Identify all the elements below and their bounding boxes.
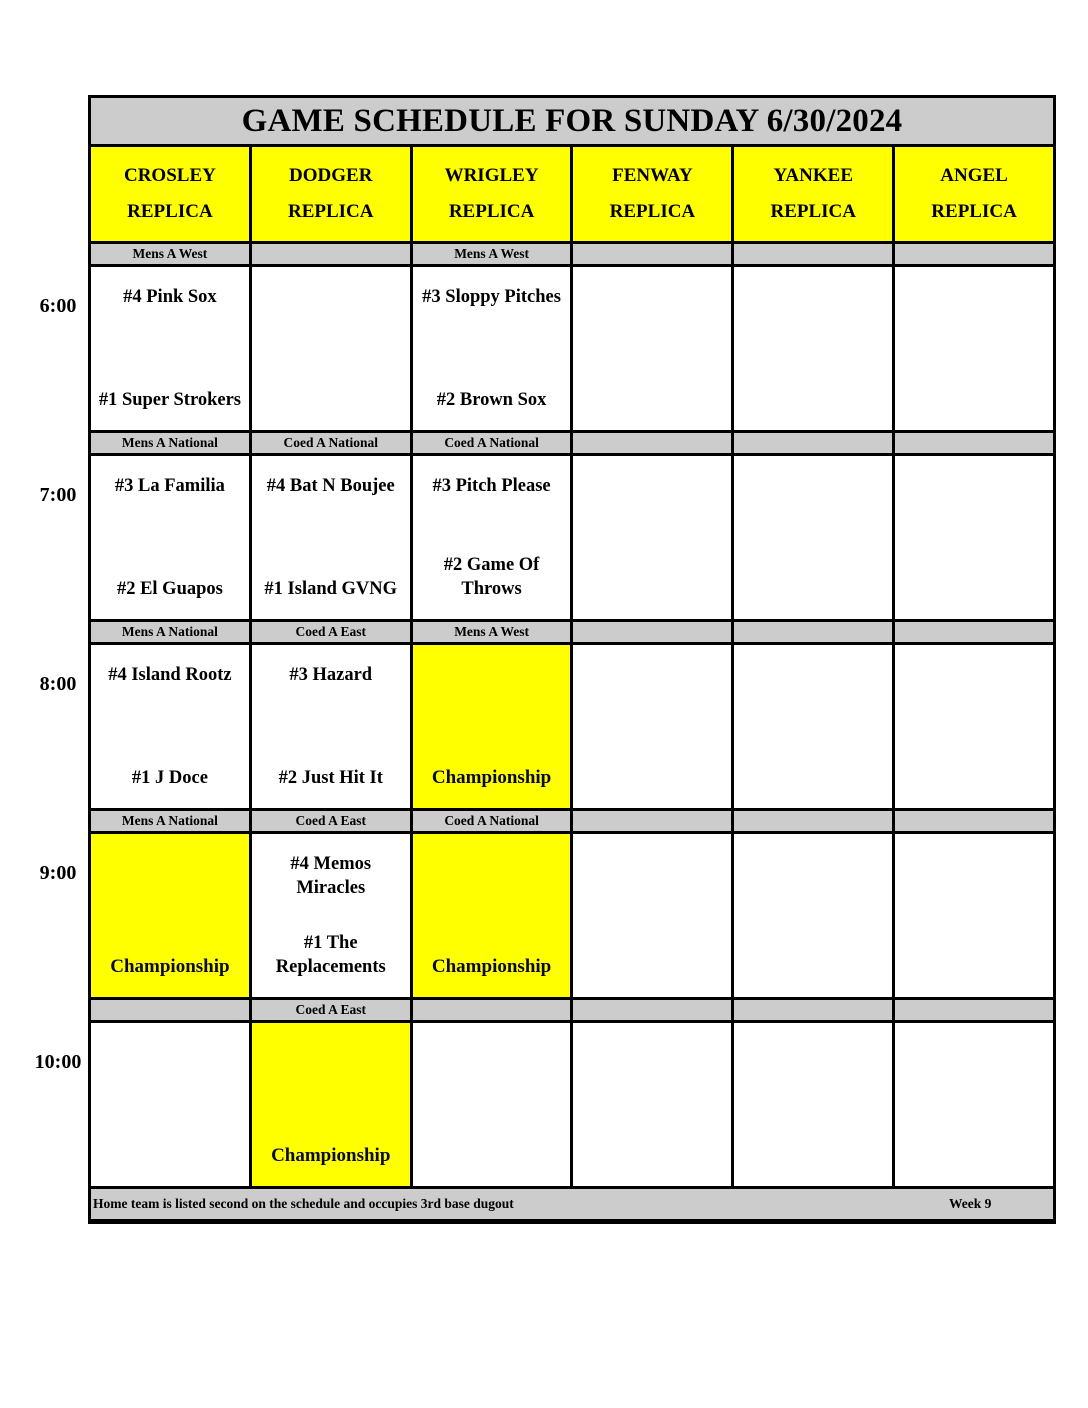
away-team: #4 Bat N Boujee <box>266 476 395 496</box>
field-subtitle: REPLICA <box>287 201 374 222</box>
game-cell <box>413 834 571 997</box>
game-cell <box>252 834 410 997</box>
time-label: 9:00 <box>39 862 77 884</box>
league-label <box>895 433 1053 453</box>
league-label: Mens A National <box>91 622 249 642</box>
game-cell <box>413 267 571 430</box>
schedule-title: GAME SCHEDULE FOR SUNDAY 6/30/2024 <box>91 98 1053 144</box>
championship-label: Championship <box>431 767 552 788</box>
away-team: #3 Pitch Please <box>432 476 551 496</box>
league-label: Coed A East <box>252 622 410 642</box>
league-label <box>91 1000 249 1020</box>
home-team: #1 The Replacements <box>275 933 386 977</box>
game-cell <box>573 1023 731 1186</box>
league-label: Coed A National <box>413 811 571 831</box>
field-header <box>252 147 410 241</box>
home-team: #1 Super Strokers <box>98 390 242 410</box>
league-row <box>91 433 1053 453</box>
game-cell <box>252 267 410 430</box>
week-label: Week 9 <box>949 1196 992 1211</box>
field-header <box>895 147 1053 241</box>
championship-label: Championship <box>271 1145 391 1166</box>
game-row <box>91 267 1053 430</box>
league-label <box>895 622 1053 642</box>
league-label <box>252 244 410 264</box>
league-label: Coed A National <box>413 433 571 453</box>
schedule-sheet <box>88 95 1056 1224</box>
field-subtitle: REPLICA <box>127 201 213 222</box>
field-name: CROSLEY <box>123 165 216 186</box>
game-cell <box>413 1023 571 1186</box>
away-team: #3 Sloppy Pitches <box>422 287 561 307</box>
time-label: 8:00 <box>39 673 77 695</box>
game-cell <box>91 456 249 619</box>
league-label <box>895 244 1053 264</box>
game-cell <box>413 456 571 619</box>
game-cell <box>895 645 1053 808</box>
league-row <box>91 622 1053 642</box>
game-cell <box>734 267 892 430</box>
game-cell <box>91 267 249 430</box>
home-team: #2 Brown Sox <box>436 390 547 410</box>
field-header <box>91 147 249 241</box>
league-label: Coed A National <box>252 433 410 453</box>
game-cell <box>573 645 731 808</box>
league-label <box>573 433 731 453</box>
home-team: #2 Game Of Throws <box>443 555 540 599</box>
field-subtitle: REPLICA <box>448 201 535 222</box>
away-team: #3 Hazard <box>289 665 373 685</box>
league-label: Mens A National <box>91 811 249 831</box>
league-row <box>91 811 1053 831</box>
championship-label: Championship <box>431 956 552 977</box>
league-label: Mens A West <box>91 244 249 264</box>
league-label <box>895 811 1053 831</box>
league-label <box>413 1000 571 1020</box>
game-cell <box>895 1023 1053 1186</box>
field-name: YANKEE <box>773 165 853 186</box>
championship-label: Championship <box>110 956 230 977</box>
league-label: Coed A East <box>252 811 410 831</box>
league-label <box>734 811 892 831</box>
league-label: Mens A West <box>413 622 571 642</box>
game-cell <box>252 456 410 619</box>
league-label <box>734 1000 892 1020</box>
field-name: FENWAY <box>612 165 693 186</box>
league-label <box>734 244 892 264</box>
league-row <box>91 1000 1053 1020</box>
game-cell <box>734 1023 892 1186</box>
time-label: 10:00 <box>34 1051 82 1073</box>
away-team: #3 La Familia <box>114 476 225 496</box>
league-label: Coed A East <box>252 1000 410 1020</box>
league-label <box>734 622 892 642</box>
game-cell <box>895 267 1053 430</box>
home-team: #2 Just Hit It <box>278 768 383 788</box>
field-subtitle: REPLICA <box>931 201 1017 222</box>
game-cell <box>573 267 731 430</box>
game-cell <box>734 456 892 619</box>
league-label <box>895 1000 1053 1020</box>
game-cell <box>734 834 892 997</box>
league-row <box>91 244 1053 264</box>
field-name: DODGER <box>289 165 373 186</box>
league-label: Mens A National <box>91 433 249 453</box>
time-label: 6:00 <box>39 295 77 317</box>
field-header-row <box>91 147 1053 241</box>
league-label <box>573 244 731 264</box>
league-label <box>573 1000 731 1020</box>
game-row <box>91 834 1053 997</box>
away-team: #4 Memos Miracles <box>290 854 372 898</box>
game-cell <box>91 1023 249 1186</box>
game-cell <box>895 456 1053 619</box>
league-label: Mens A West <box>413 244 571 264</box>
game-row <box>91 456 1053 619</box>
game-row <box>91 645 1053 808</box>
league-label <box>573 622 731 642</box>
field-name: ANGEL <box>940 165 1008 186</box>
home-team: #1 Island GVNG <box>264 579 398 599</box>
game-cell <box>573 456 731 619</box>
game-cell <box>252 645 410 808</box>
game-cell <box>91 834 249 997</box>
field-name: WRIGLEY <box>444 165 539 186</box>
home-team: #1 J Doce <box>131 768 208 788</box>
field-header <box>734 147 892 241</box>
game-cell <box>734 645 892 808</box>
away-team: #4 Pink Sox <box>123 287 217 307</box>
schedule-footer <box>91 1189 1053 1219</box>
home-team-note: Home team is listed second on the schedule and occupies 3rd base dugout <box>93 1196 514 1211</box>
away-team: #4 Island Rootz <box>108 665 232 685</box>
game-row <box>91 1023 1053 1186</box>
league-label <box>734 433 892 453</box>
field-subtitle: REPLICA <box>609 201 696 222</box>
field-header <box>573 147 731 241</box>
game-cell <box>413 645 571 808</box>
time-label: 7:00 <box>39 484 77 506</box>
game-cell <box>895 834 1053 997</box>
home-team: #2 El Guapos <box>116 579 223 599</box>
game-cell <box>252 1023 410 1186</box>
time-column <box>0 0 88 1408</box>
game-cell <box>573 834 731 997</box>
game-cell <box>91 645 249 808</box>
field-header <box>413 147 571 241</box>
field-subtitle: REPLICA <box>770 201 856 222</box>
league-label <box>573 811 731 831</box>
